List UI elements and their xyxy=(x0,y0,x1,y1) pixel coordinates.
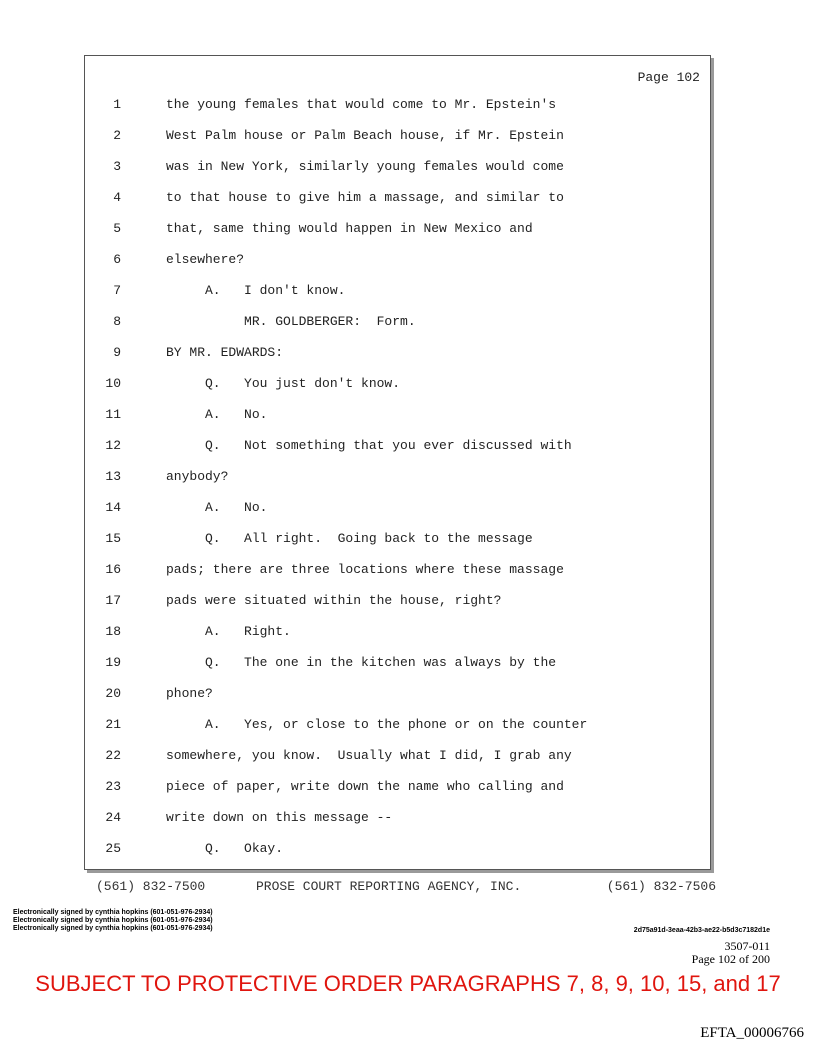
line-text: anybody? xyxy=(166,469,229,484)
line-number: 10 xyxy=(105,376,121,391)
line-number: 7 xyxy=(113,283,121,298)
transcript-line xyxy=(85,345,710,365)
line-text: write down on this message -- xyxy=(166,810,393,825)
line-number: 25 xyxy=(105,841,121,856)
footer-phone-left: (561) 832-7500 xyxy=(96,879,206,894)
signature-line: Electronically signed by cynthia hopkins (601-051-976-2934) xyxy=(13,925,213,932)
line-number: 6 xyxy=(113,252,121,267)
transcript-line xyxy=(85,190,710,210)
line-text: Q. The one in the kitchen was always by the xyxy=(166,655,557,670)
line-text: was in New York, similarly young females would come xyxy=(166,159,564,174)
line-text: pads were situated within the house, right? xyxy=(166,593,502,608)
line-number: 9 xyxy=(113,345,121,360)
transcript-line xyxy=(85,221,710,241)
transcript-line xyxy=(85,686,710,706)
signature-line: Electronically signed by cynthia hopkins (601-051-976-2934) xyxy=(13,909,213,916)
line-number: 20 xyxy=(105,686,121,701)
line-number: 22 xyxy=(105,748,121,763)
signature-block xyxy=(13,909,213,933)
footer-agency: PROSE COURT REPORTING AGENCY, INC. xyxy=(256,879,522,894)
transcript-line xyxy=(85,779,710,799)
transcript-page xyxy=(84,55,711,870)
transcript-line xyxy=(85,593,710,613)
line-number: 21 xyxy=(105,717,121,732)
bates-id: EFTA_00006766 xyxy=(700,1025,804,1041)
line-text: to that house to give him a massage, and similar to xyxy=(166,190,564,205)
footer-phone-right: (561) 832-7506 xyxy=(606,879,716,894)
line-text: A. Yes, or close to the phone or on the counter xyxy=(166,717,588,732)
transcript-line xyxy=(85,810,710,830)
transcript-line xyxy=(85,283,710,303)
line-text: Q. All right. Going back to the message xyxy=(166,531,533,546)
document-stamp xyxy=(692,940,770,966)
line-number: 24 xyxy=(105,810,121,825)
transcript-line xyxy=(85,314,710,334)
line-text: BY MR. EDWARDS: xyxy=(166,345,284,360)
line-text: A. No. xyxy=(166,407,268,422)
transcript-line xyxy=(85,407,710,427)
transcript-line xyxy=(85,748,710,768)
line-text: Q. Okay. xyxy=(166,841,284,856)
line-number: 14 xyxy=(105,500,121,515)
line-number: 1 xyxy=(113,97,121,112)
protective-order-notice: SUBJECT TO PROTECTIVE ORDER PARAGRAPHS 7, 8, 9, 10, 15, and 17 xyxy=(35,971,781,996)
transcript-line xyxy=(85,500,710,520)
page-of: Page 102 of 200 xyxy=(691,952,770,966)
transcript-line xyxy=(85,531,710,551)
line-number: 3 xyxy=(113,159,121,174)
transcript-line xyxy=(85,717,710,737)
line-text: that, same thing would happen in New Mexico and xyxy=(166,221,533,236)
line-text: A. Right. xyxy=(166,624,291,639)
line-text: A. No. xyxy=(166,500,268,515)
transcript-line xyxy=(85,97,710,117)
doc-number: 3507-011 xyxy=(724,939,770,953)
line-number: 4 xyxy=(113,190,121,205)
transcript-line xyxy=(85,376,710,396)
line-number: 12 xyxy=(105,438,121,453)
signature-line: Electronically signed by cynthia hopkins (601-051-976-2934) xyxy=(13,917,213,924)
line-number: 16 xyxy=(105,562,121,577)
line-text: phone? xyxy=(166,686,213,701)
line-number: 23 xyxy=(105,779,121,794)
line-number: 18 xyxy=(105,624,121,639)
line-number: 2 xyxy=(113,128,121,143)
line-number: 8 xyxy=(113,314,121,329)
line-number: 13 xyxy=(105,469,121,484)
line-number: 17 xyxy=(105,593,121,608)
transcript-line xyxy=(85,841,710,861)
line-text: piece of paper, write down the name who calling and xyxy=(166,779,564,794)
page-label: Page 102 xyxy=(637,70,700,85)
line-number: 5 xyxy=(113,221,121,236)
line-number: 19 xyxy=(105,655,121,670)
line-text: Q. Not something that you ever discussed with xyxy=(166,438,572,453)
transcript-line xyxy=(85,469,710,489)
line-text: Q. You just don't know. xyxy=(166,376,401,391)
line-text: elsewhere? xyxy=(166,252,245,267)
document-hash: 2d75a91d-3eaa-42b3-ae22-b5d3c7182d1e xyxy=(633,927,770,934)
transcript-line xyxy=(85,128,710,148)
transcript-line xyxy=(85,438,710,458)
transcript-line xyxy=(85,655,710,675)
transcript-line xyxy=(85,159,710,179)
line-text: MR. GOLDBERGER: Form. xyxy=(166,314,416,329)
line-text: A. I don't know. xyxy=(166,283,346,298)
line-text: the young females that would come to Mr. Epstein's xyxy=(166,97,557,112)
line-text: pads; there are three locations where these massage xyxy=(166,562,564,577)
line-number: 15 xyxy=(105,531,121,546)
line-text: West Palm house or Palm Beach house, if Mr. Epstein xyxy=(166,128,564,143)
line-text: somewhere, you know. Usually what I did, I grab any xyxy=(166,748,572,763)
transcript-line xyxy=(85,624,710,644)
line-number: 11 xyxy=(105,407,121,422)
transcript-line xyxy=(85,562,710,582)
transcript-line xyxy=(85,252,710,272)
